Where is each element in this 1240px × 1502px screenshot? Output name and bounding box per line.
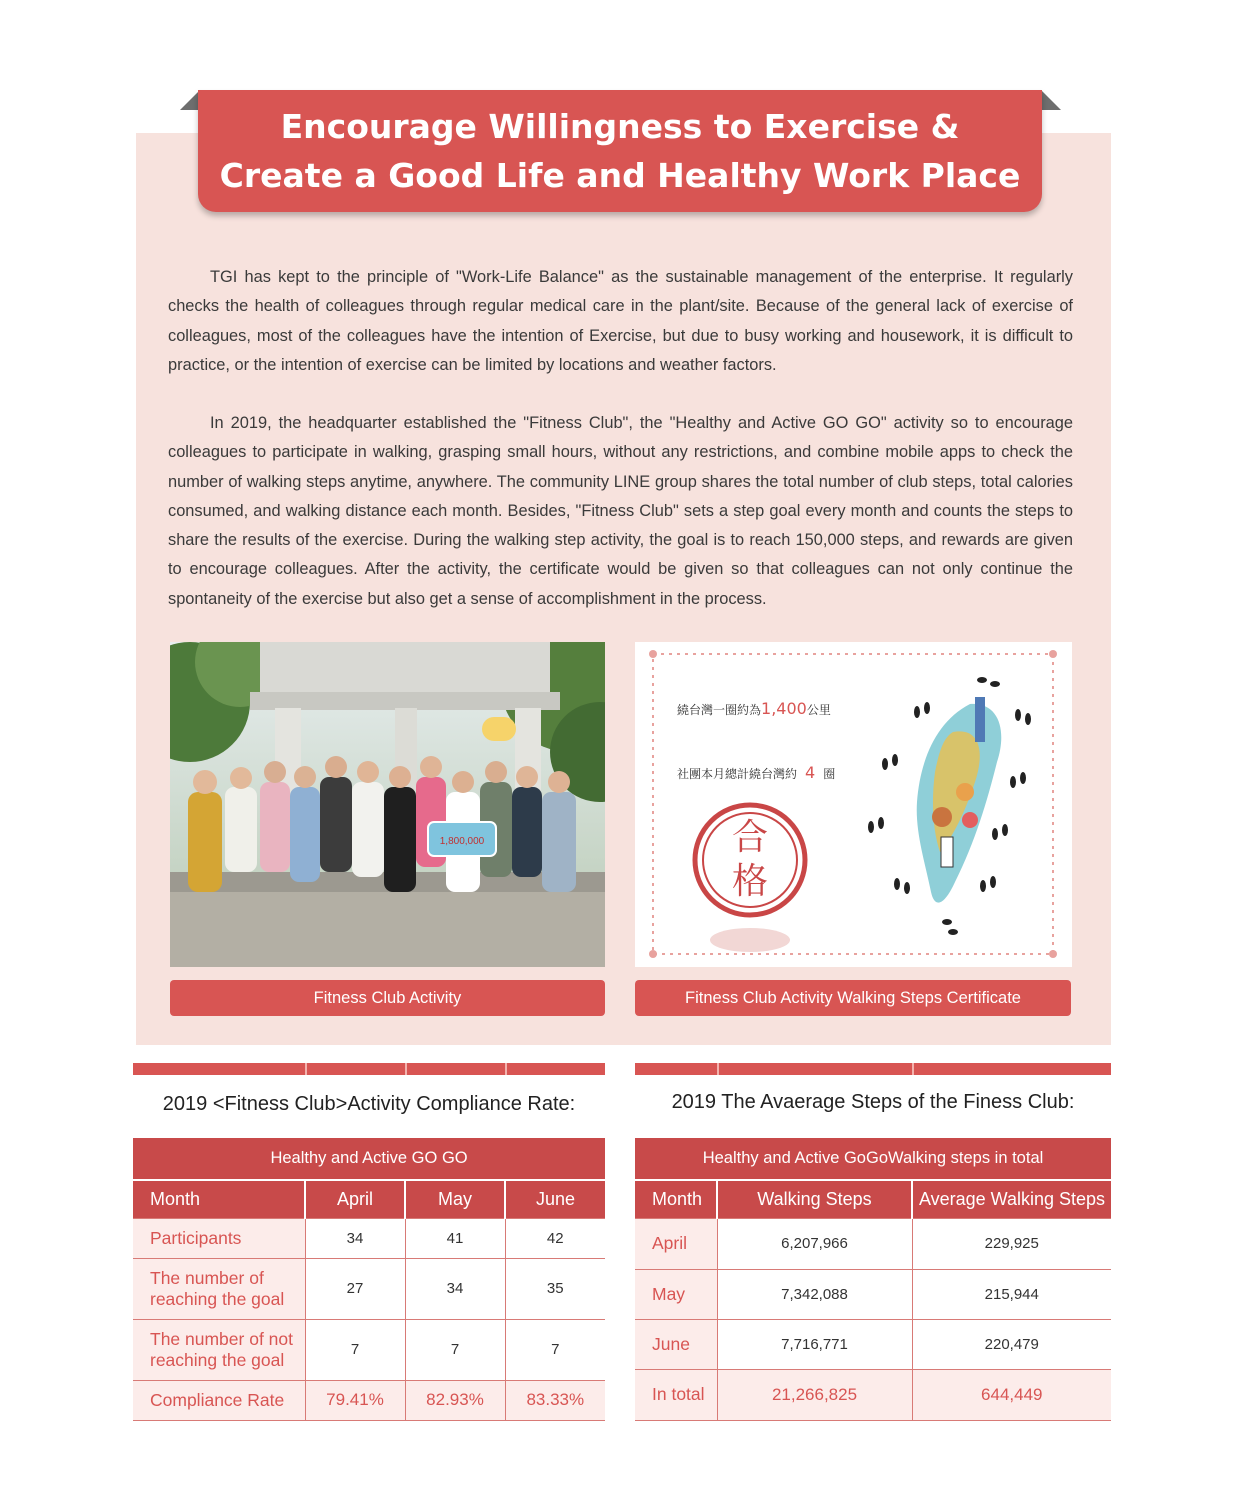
row-label: June bbox=[635, 1319, 717, 1369]
table-cell: 79.41% bbox=[305, 1380, 405, 1420]
cert-distance-value: 1,400 bbox=[761, 699, 807, 718]
table1-col-header: June bbox=[505, 1180, 605, 1218]
stamp-char-2: 格 bbox=[731, 861, 769, 902]
title-banner bbox=[198, 90, 1042, 212]
table-cell: 7,342,088 bbox=[717, 1269, 912, 1319]
table-cell: 42 bbox=[505, 1218, 605, 1258]
table2-col-header: Average Walking Steps bbox=[912, 1180, 1111, 1218]
table-cell: 83.33% bbox=[505, 1380, 605, 1420]
table-cell: 6,207,966 bbox=[717, 1218, 912, 1269]
table-row bbox=[635, 1269, 1111, 1319]
table-cell: 229,925 bbox=[912, 1218, 1111, 1269]
ribbon-fold-left bbox=[180, 90, 200, 110]
table-row bbox=[635, 1369, 1111, 1420]
table-cell: 7,716,771 bbox=[717, 1319, 912, 1369]
table2-title: 2019 The Avaerage Steps of the Finess Club: bbox=[671, 1091, 1075, 1113]
table1-col-header: Month bbox=[133, 1180, 305, 1218]
table-cell: 35 bbox=[505, 1258, 605, 1319]
table-cell: 34 bbox=[305, 1218, 405, 1258]
table1-top-bar bbox=[133, 1063, 605, 1075]
table-cell: 27 bbox=[305, 1258, 405, 1319]
table-cell: 7 bbox=[505, 1319, 605, 1380]
row-label: The number of not reaching the goal bbox=[133, 1319, 305, 1380]
table1-bar-divider bbox=[405, 1063, 407, 1075]
cert-line2-suffix: 圈 bbox=[823, 767, 836, 781]
table-cell: 215,944 bbox=[912, 1269, 1111, 1319]
table-cell: 34 bbox=[405, 1258, 505, 1319]
photo-caption: Fitness Club Activity bbox=[170, 980, 605, 1016]
intro-paragraph: TGI has kept to the principle of "Work-Life Balance" as the sustainable management of the enterprise. It regularly checks the health of colleagues through regular medical care in the plant/site. Because of the general lack of exercise of colleagues, most of the colleagues have the intention of Exercise, but due to busy working and housework, it is difficult to practice, or the intention of exercise can be limited by locations and weather factors. bbox=[168, 268, 1073, 374]
cert-laps-value: 4 bbox=[805, 763, 816, 782]
pass-stamp bbox=[695, 805, 805, 952]
table1-col-header: May bbox=[405, 1180, 505, 1218]
table2-top-bar bbox=[635, 1063, 1111, 1075]
table-row bbox=[133, 1319, 605, 1380]
ribbon-fold-right bbox=[1041, 90, 1061, 110]
table-cell: 82.93% bbox=[405, 1380, 505, 1420]
table1-bar-divider bbox=[305, 1063, 307, 1075]
cert-line2-prefix: 社團本月總計繞台灣約 bbox=[677, 767, 798, 781]
table2-group-header: Healthy and Active GoGoWalking steps in total bbox=[635, 1138, 1111, 1180]
walking-steps-certificate bbox=[635, 642, 1072, 967]
table-row bbox=[635, 1319, 1111, 1369]
cheque-amount: 1,800,000 bbox=[439, 836, 485, 847]
table-row bbox=[133, 1380, 605, 1420]
fitness-club-group-photo bbox=[170, 642, 605, 967]
svg-text:社團本月總計繞台灣約4圈 bbox=[677, 763, 835, 782]
group-photo-image bbox=[170, 642, 605, 967]
table2-bar-divider bbox=[912, 1063, 914, 1075]
average-steps-table bbox=[635, 1138, 1111, 1421]
row-label: The number of reaching the goal bbox=[133, 1258, 305, 1319]
row-label: Compliance Rate bbox=[133, 1380, 305, 1420]
svg-text:繞台灣一圈約為1,400公里 bbox=[677, 699, 831, 718]
table-cell: 220,479 bbox=[912, 1319, 1111, 1369]
table1-group-header: Healthy and Active GO GO bbox=[133, 1138, 605, 1180]
cert-line1-suffix: 公里 bbox=[806, 703, 831, 717]
row-label: In total bbox=[635, 1369, 717, 1420]
table2-col-header: Walking Steps bbox=[717, 1180, 912, 1218]
table1-title: 2019 <Fitness Club>Activity Compliance Rate: bbox=[162, 1093, 576, 1115]
table-cell: 7 bbox=[405, 1319, 505, 1380]
table-cell: 644,449 bbox=[912, 1369, 1111, 1420]
certificate-image bbox=[635, 642, 1072, 967]
table1-col-header: April bbox=[305, 1180, 405, 1218]
certificate-caption: Fitness Club Activity Walking Steps Certificate bbox=[635, 980, 1071, 1016]
table1-bar-divider bbox=[505, 1063, 507, 1075]
table2-bar-divider bbox=[717, 1063, 719, 1075]
table-row bbox=[133, 1258, 605, 1319]
table-row bbox=[133, 1218, 605, 1258]
table-cell: 41 bbox=[405, 1218, 505, 1258]
table-row bbox=[635, 1218, 1111, 1269]
row-label: May bbox=[635, 1269, 717, 1319]
table-cell: 21,266,825 bbox=[717, 1369, 912, 1420]
row-label: Participants bbox=[133, 1218, 305, 1258]
stamp-char-1: 合 bbox=[731, 817, 769, 858]
cert-line1-prefix: 繞台灣一圈約為 bbox=[677, 703, 762, 717]
row-label: April bbox=[635, 1218, 717, 1269]
taiwan-map-icon bbox=[917, 697, 1002, 903]
compliance-rate-table bbox=[133, 1138, 605, 1421]
page-title-line2: Create a Good Life and Healthy Work Place bbox=[219, 156, 1021, 195]
activity-paragraph: In 2019, the headquarter established the "Fitness Club", the "Healthy and Active GO GO" activity so to encourage colleagues to participate in walking, grasping small hours, without any restrictions, and combine mobile apps to check the number of walking steps anytime, anywhere. The community LINE group shares the total number of club steps, total calories consumed, and walking distance each month. Besides, "Fitness Club" sets a step goal every month and counts the steps to share the results of the exercise. During the walking step activity, the goal is to reach 150,000 steps, and rewards are given to encourage colleagues. After the activity, the certificate would be given so that colleagues can not only continue the spontaneity of the exercise but also get a sense of accomplishment in the process. bbox=[168, 414, 1073, 608]
table2-col-header: Month bbox=[635, 1180, 717, 1218]
page-title-line1: Encourage Willingness to Exercise & bbox=[280, 107, 960, 146]
table-cell: 7 bbox=[305, 1319, 405, 1380]
